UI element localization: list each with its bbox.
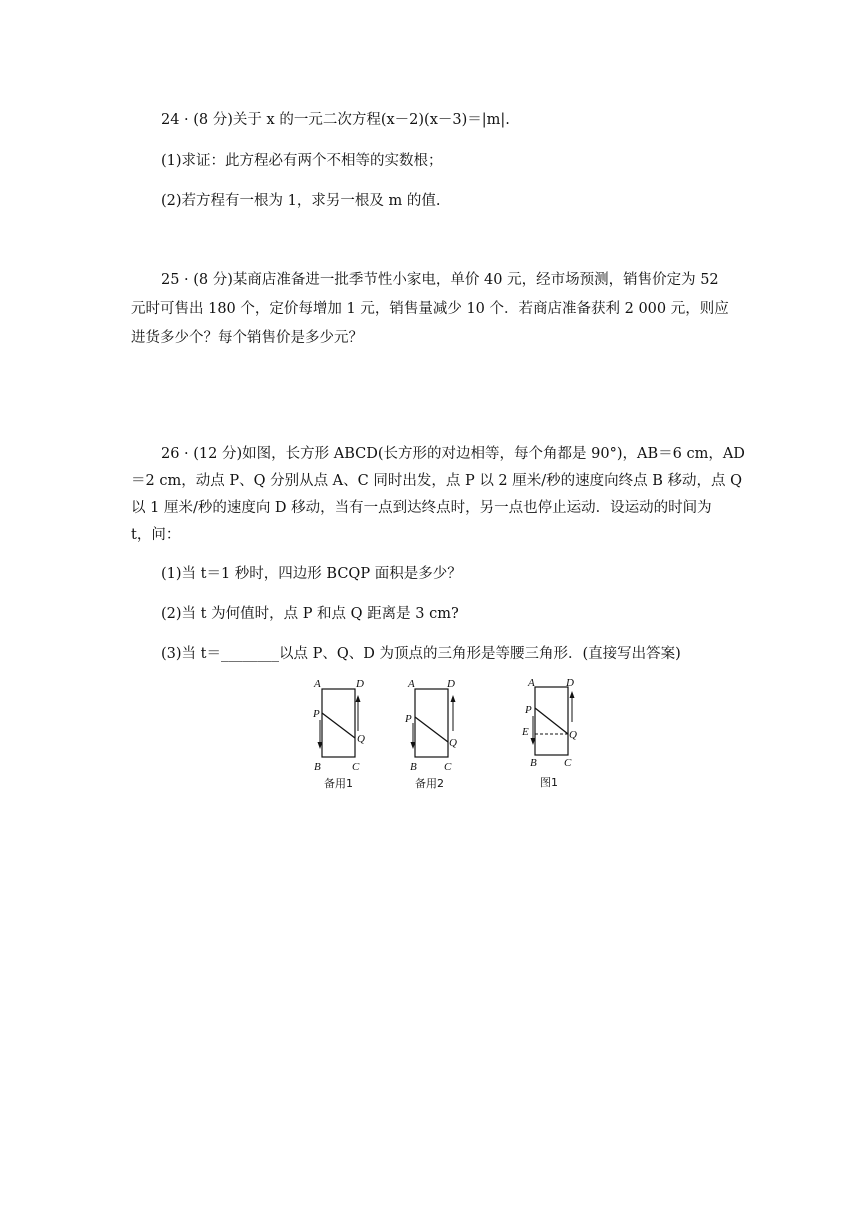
label-a: A [408,678,415,690]
arrowhead-up [356,695,361,702]
figure-caption: 备用1 [324,777,353,790]
figure-backup-2 [393,676,473,796]
figure-1 [513,674,593,794]
label-b: B [410,761,417,773]
segment-pq [322,713,355,738]
label-a: A [314,678,321,690]
segment-pq [535,708,568,734]
label-d: D [566,677,574,689]
label-q: Q [569,729,577,741]
arrowhead-up [451,695,456,702]
q24-part2: (2)若方程有一根为 1，求另一根及 m 的值. [161,193,441,209]
q24-part1: (1)求证：此方程必有两个不相等的实数根； [161,153,443,169]
label-p: P [405,713,412,725]
figure-backup-1 [300,676,380,796]
label-e: E [522,726,529,738]
q25-line2: 元时可售出 180 个，定价每增加 1 元，销售量减少 10 个．若商店准备获利 2 000 元，则应 [131,301,729,317]
label-c: C [352,761,360,773]
label-p: P [525,704,532,716]
q26-part2: (2)当 t 为何值时，点 P 和点 Q 距离是 3 cm? [161,606,459,622]
q26-line2: ＝2 cm，动点 P、Q 分别从点 A、C 同时出发，点 P 以 2 厘米/秒的速度向终点 B 移动，点 Q [131,473,743,489]
q25-line3: 进货多少个？每个销售价是多少元？ [131,330,363,346]
label-c: C [564,757,572,769]
q24-stem: 24 · (8 分)关于 x 的一元二次方程(x－2)(x－3)＝|m|. [161,112,510,128]
label-d: D [447,678,455,690]
label-c: C [444,761,452,773]
label-b: B [314,761,321,773]
label-q: Q [357,733,365,745]
q26-line4: t，问： [131,527,181,543]
label-q: Q [449,737,457,749]
figure-caption: 图1 [540,776,558,789]
q26-part1: (1)当 t＝1 秒时，四边形 BCQP 面积是多少？ [161,566,462,582]
rectangle-abcd [322,689,355,757]
arrowhead-up [570,691,575,698]
q26-line3: 以 1 厘米/秒的速度向 D 移动，当有一点到达终点时，另一点也停止运动．设运动的时间为 [131,500,712,516]
q26-part3: (3)当 t＝________以点 P、Q、D 为顶点的三角形是等腰三角形．(直接写出答案) [161,646,681,662]
label-b: B [530,757,537,769]
label-a: A [528,677,535,689]
segment-pq [415,717,448,742]
figure-caption: 备用2 [415,777,444,790]
rectangle-abcd [415,689,448,757]
q25-line1: 25 · (8 分)某商店准备进一批季节性小家电，单价 40 元，经市场预测，销售价定为 52 [161,272,719,288]
label-d: D [356,678,364,690]
label-p: P [313,708,320,720]
q26-line1: 26 · (12 分)如图，长方形 ABCD(长方形的对边相等，每个角都是 90°)，AB＝6 cm，AD [161,446,745,462]
